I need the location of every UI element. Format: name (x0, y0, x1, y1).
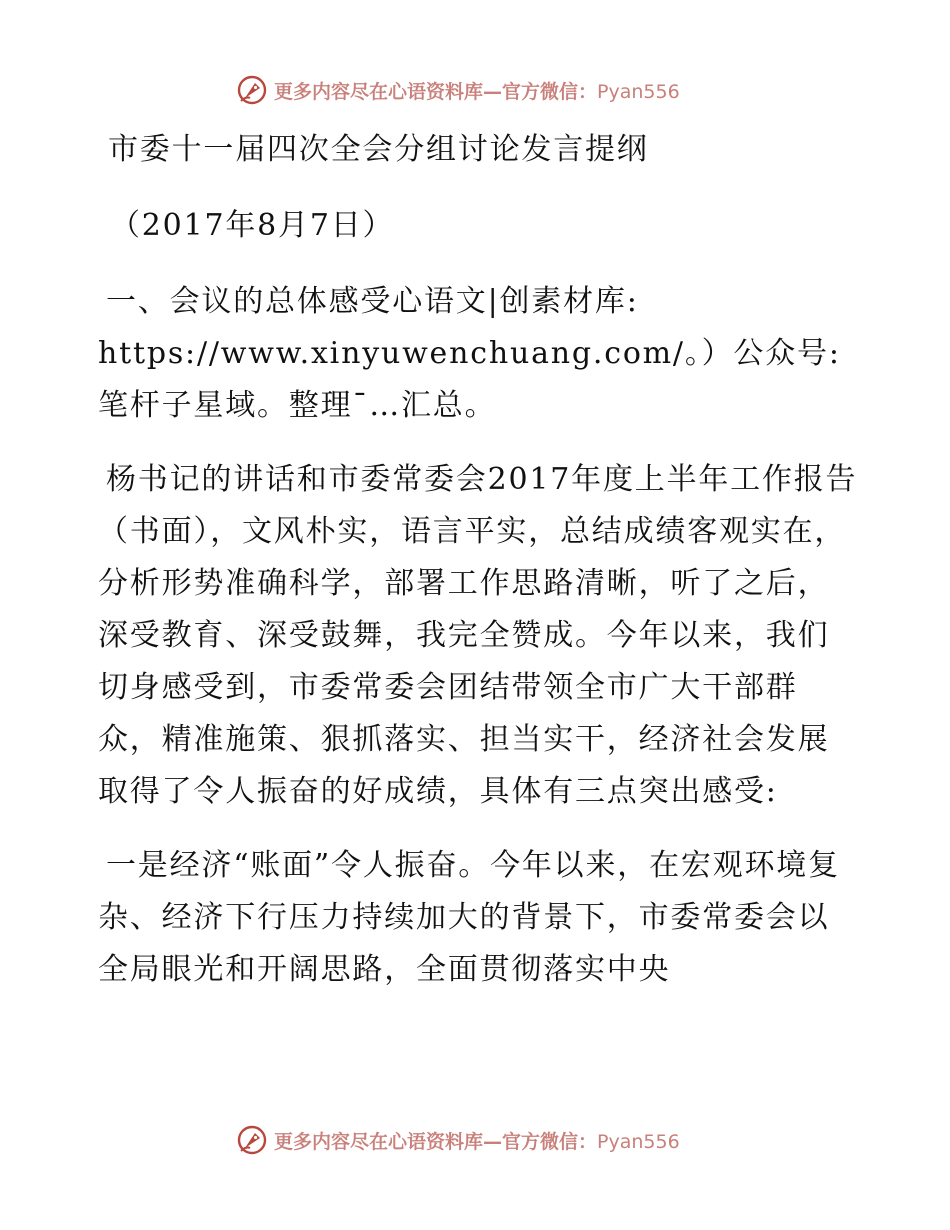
paragraph-feelings: 杨书记的讲话和市委常委会2017年度上半年工作报告（书面），文风朴实，语言平实，总结成绩客观实在，分析形势准确科学，部署工作思路清晰，听了之后，深受教育、深受鼓舞，我完全赞成。今年以来，我们切身感受到，市委常委会团结带领全市广大干部群众，精准施策、狠抓落实、担当实干，经济社会发展取得了令人振奋的好成绩，具体有三点突出感受: (98, 462, 858, 809)
watermark-account: Pyan556 (597, 1130, 680, 1153)
document-date: （2017年8月7日） (110, 208, 395, 243)
watermark-text: 更多内容尽在心语资料库—官方微信：Pyan556 (274, 80, 680, 103)
watermark-account: Pyan556 (597, 80, 680, 103)
paragraph-economy: 一是经济“账面”令人振奋。今年以来，在宏观环境复杂、经济下行压力持续加大的背景下，市委常委会以全局眼光和开阔思路，全面贯彻落实中央 (98, 848, 840, 987)
document-title: 市委十一届四次全会分组讨论发言提纲 (108, 132, 649, 167)
pen-nib-logo-icon (236, 1124, 268, 1156)
pen-nib-logo-icon (236, 74, 268, 106)
watermark-text: 更多内容尽在心语资料库—官方微信：Pyan556 (274, 1130, 680, 1153)
section-heading-url-line: https://www.xinyuwenchuang.com/。）公众号: (98, 336, 841, 371)
watermark-footer (236, 1123, 680, 1157)
document-body (98, 124, 858, 996)
section-heading-line: 一、会议的总体感受心语文|创素材库: (106, 284, 639, 319)
section-heading-line: 笔杆子星域。整理¯…汇总。 (98, 388, 497, 423)
watermark-header (236, 73, 680, 107)
